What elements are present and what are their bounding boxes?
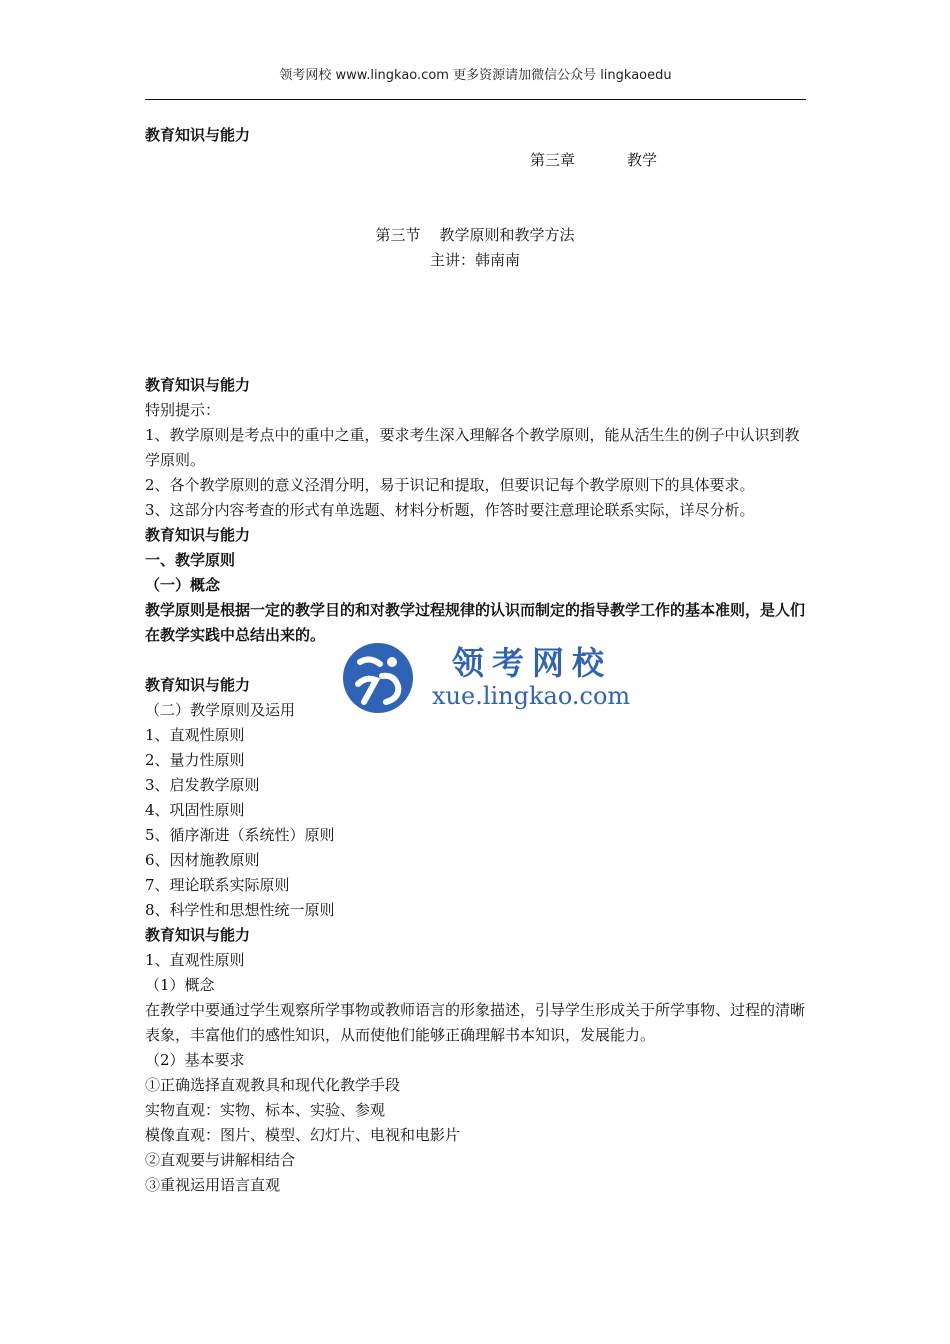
principle-item: 1、直观性原则 xyxy=(145,726,245,744)
watermark-url: xue.lingkao.com xyxy=(432,682,631,710)
chapter-title xyxy=(145,148,810,173)
watermark-title: 领考网校 xyxy=(452,644,613,682)
principle-definition: 教学原则是根据一定的教学目的和对教学过程规律的认识而制定的指导教学工作的基本准则，是人们在教学实践中总结出来的。 xyxy=(145,601,806,644)
block3-label: 教育知识与能力 xyxy=(145,676,251,694)
principle-item: 6、因材施教原则 xyxy=(145,851,260,869)
requirement-line: ③重视运用语言直观 xyxy=(145,1176,281,1194)
principle-item: 3、启发教学原则 xyxy=(145,776,260,794)
principle-item: 2、量力性原则 xyxy=(145,751,245,769)
tip-item-3: 3、这部分内容考查的形式有单选题、材料分析题，作答时要注意理论联系实际，详尽分析。 xyxy=(145,501,755,519)
tip-item-2: 2、各个教学原则的意义泾渭分明，易于识记和提取，但要识记每个教学原则下的具体要求。 xyxy=(145,476,755,494)
requirement-line: ②直观要与讲解相结合 xyxy=(145,1151,296,1169)
requirement-line: 模像直观：图片、模型、幻灯片、电视和电影片 xyxy=(145,1126,461,1144)
section-title: 第三节 教学原则和教学方法 xyxy=(375,226,575,244)
watermark-logo xyxy=(340,638,640,720)
lecturer: 主讲：韩南南 xyxy=(429,251,520,269)
heading-concept: （一）概念 xyxy=(145,576,221,594)
chapter-name: 教学 xyxy=(627,151,658,169)
special-tip: 特别提示： xyxy=(145,401,221,419)
requirement-line: 实物直观：实物、标本、实验、参观 xyxy=(145,1101,386,1119)
top-label: 教育知识与能力 xyxy=(145,126,251,144)
concept-heading: （1）概念 xyxy=(145,976,215,994)
chapter-number: 第三章 xyxy=(530,151,576,169)
heading-principles-application: （二）教学原则及运用 xyxy=(145,701,296,719)
header-divider xyxy=(145,99,806,100)
block2-label: 教育知识与能力 xyxy=(145,526,251,544)
principle-item: 4、巩固性原则 xyxy=(145,801,245,819)
concept-text: 在教学中要通过学生观察所学事物或教师语言的形象描述，引导学生形成关于所学事物、过程的清晰表象，丰富他们的感性知识，从而使他们能够正确理解书本知识，发展能力。 xyxy=(145,1001,806,1044)
tip-item-1: 1、教学原则是考点中的重中之重，要求考生深入理解各个教学原则，能从活生生的例子中认识到教学原则。 xyxy=(145,426,800,469)
block4-label: 教育知识与能力 xyxy=(145,926,251,944)
principle-item: 8、科学性和思想性统一原则 xyxy=(145,901,335,919)
intuitive-principle-title: 1、直观性原则 xyxy=(145,951,245,969)
lingkao-logo-icon xyxy=(340,640,416,716)
principle-item: 7、理论联系实际原则 xyxy=(145,876,290,894)
requirement-line: ①正确选择直观教具和现代化教学手段 xyxy=(145,1076,401,1094)
heading-teaching-principles: 一、教学原则 xyxy=(145,551,236,569)
block1-label: 教育知识与能力 xyxy=(145,376,251,394)
requirements-heading: （2）基本要求 xyxy=(145,1051,245,1069)
page-header: 领考网校 www.lingkao.com 更多资源请加微信公众号 lingkaoedu xyxy=(279,68,672,83)
principle-item: 5、循序渐进（系统性）原则 xyxy=(145,826,335,844)
